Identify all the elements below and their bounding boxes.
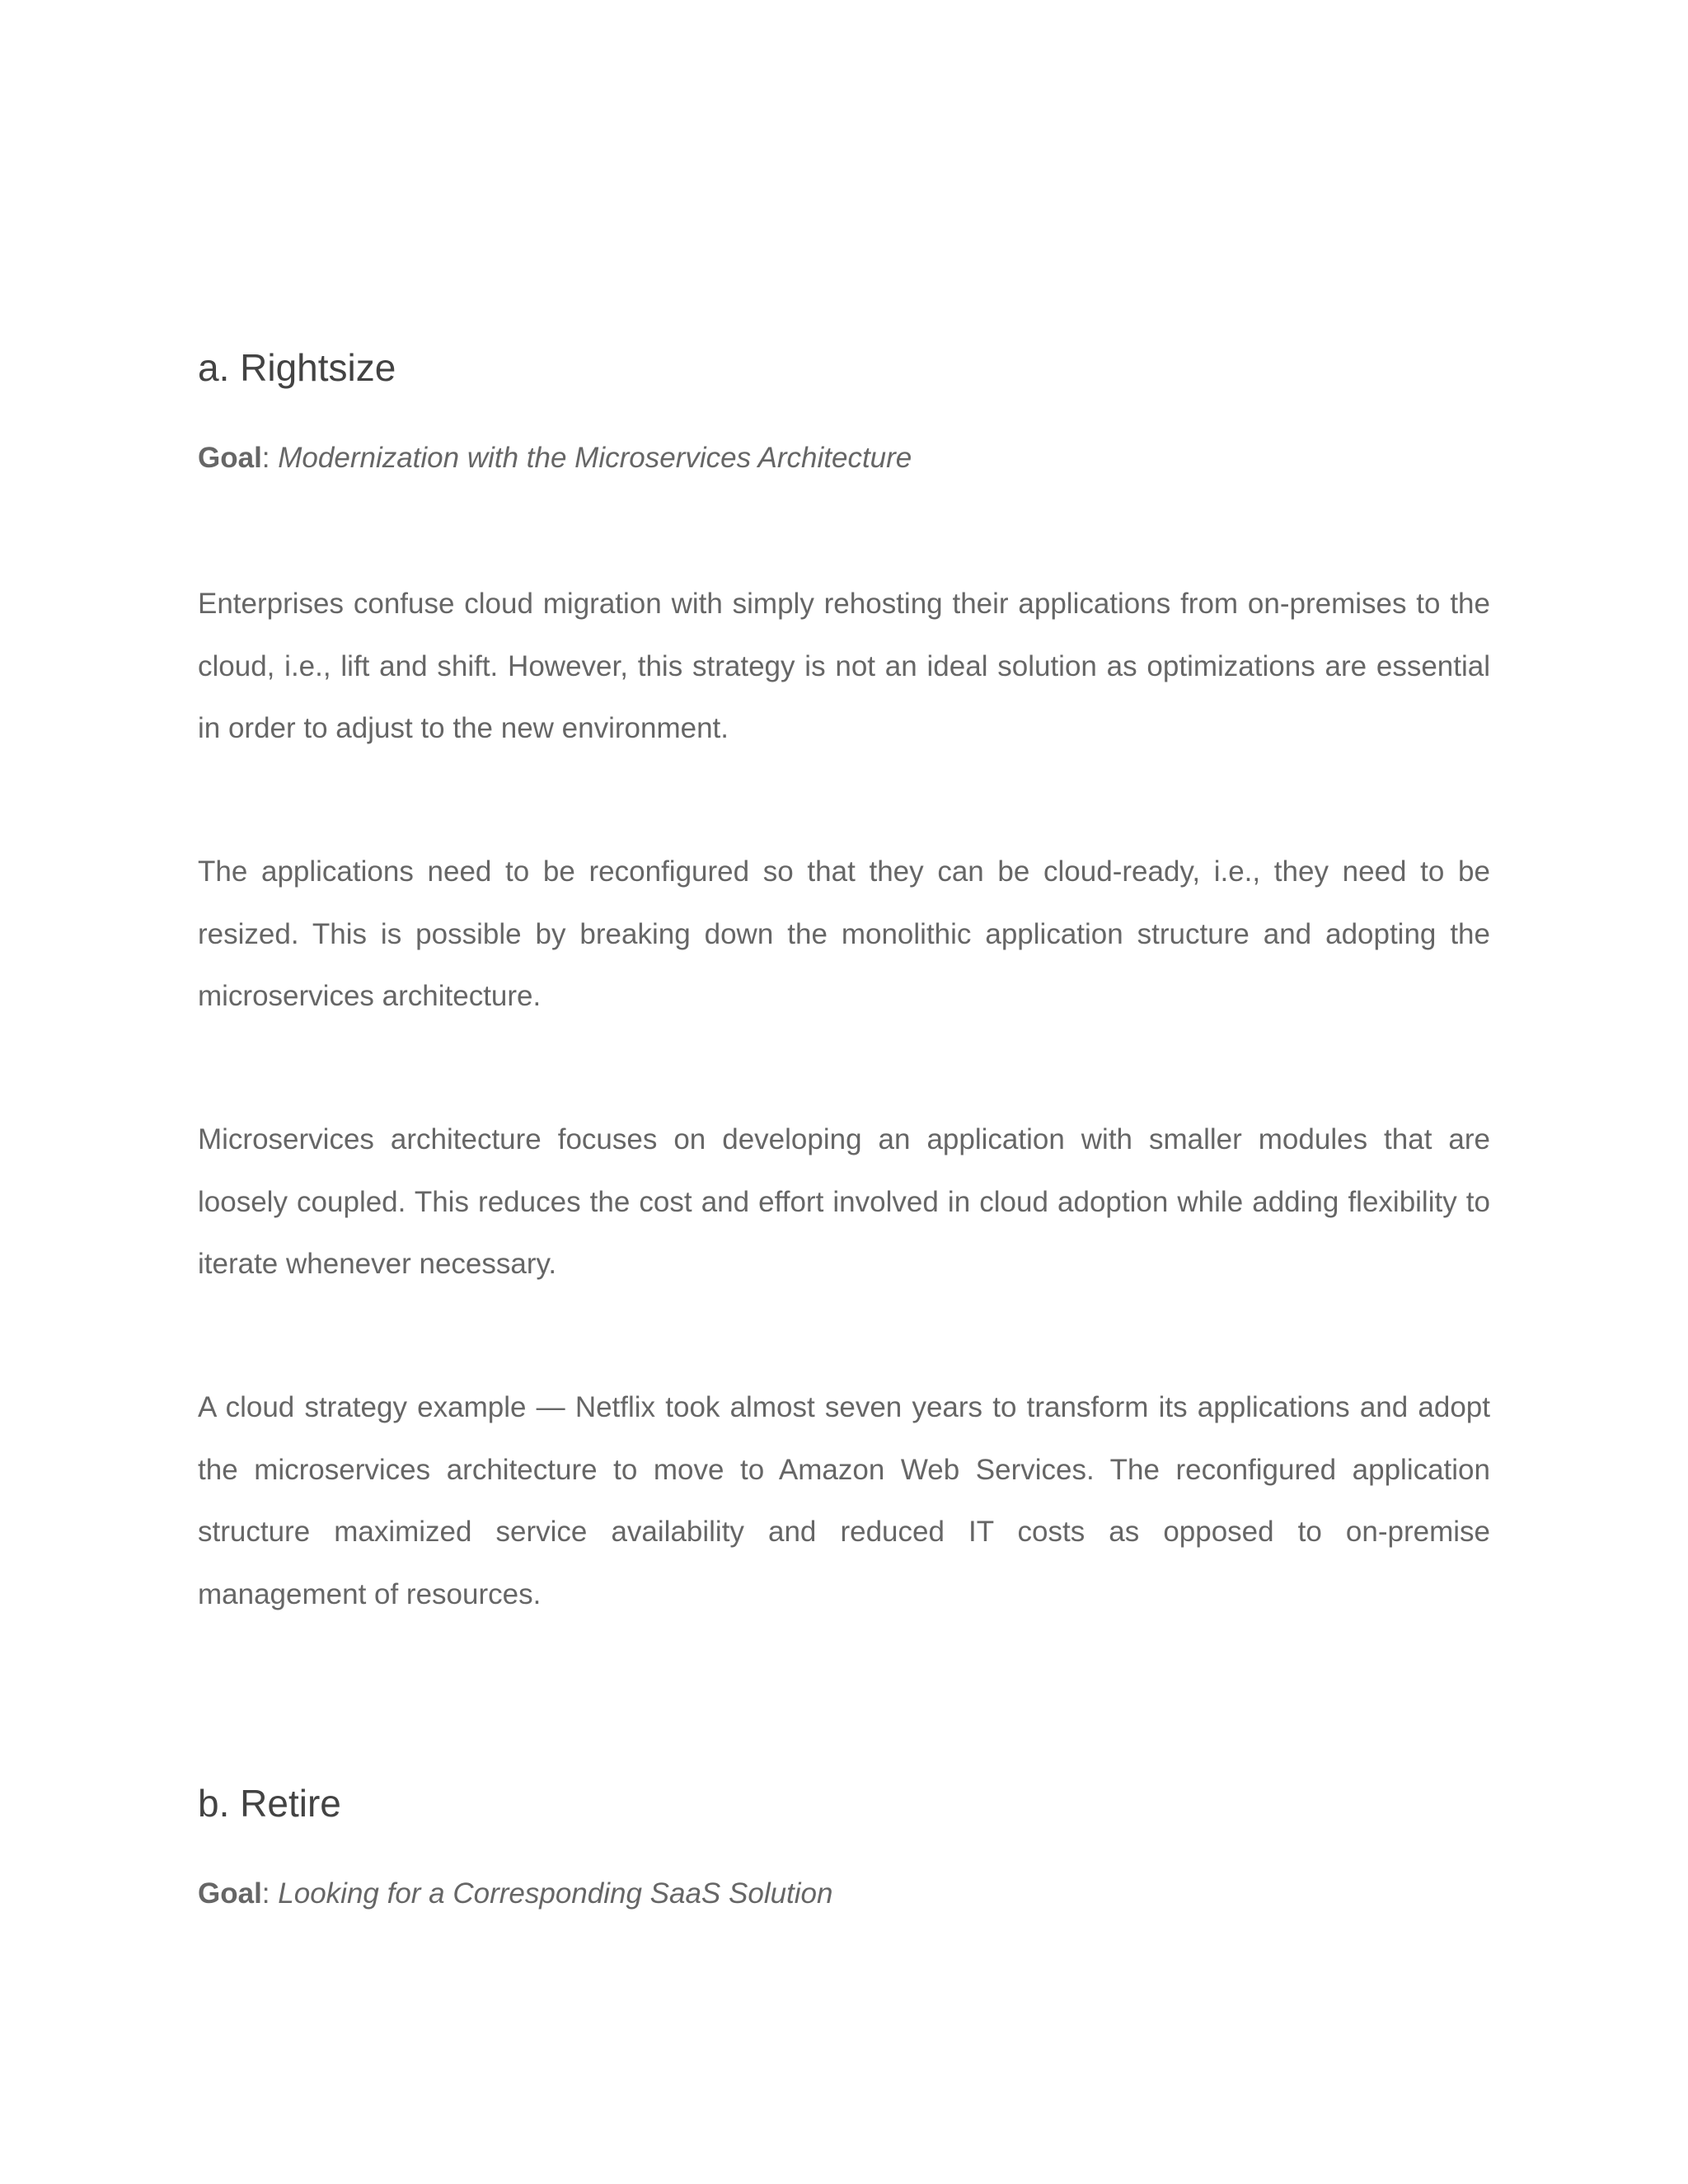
goal-line-retire xyxy=(198,1875,833,1913)
section-heading-retire: b. Retire xyxy=(198,1782,341,1825)
paragraph-4: A cloud strategy example — Netflix took almost seven years to transform its applications and adopt the microservices architecture to move to Amazon Web Services. The reconfigured application structure maximized service availability and reduced IT costs as opposed to on-premise management of resources. xyxy=(198,1391,1490,1610)
goal-label: Goal xyxy=(198,442,262,474)
goal-label: Goal xyxy=(198,1877,262,1910)
goal-separator: : xyxy=(261,442,270,474)
goal-separator: : xyxy=(261,1877,270,1910)
paragraph-2: The applications need to be reconfigured so that they can be cloud-ready, i.e., they need to be resized. This is possible by breaking down the monolithic application structure and adopting the microservices architecture. xyxy=(198,855,1490,1012)
paragraph-1: Enterprises confuse cloud migration with simply rehosting their applications from on-premises to the cloud, i.e., lift and shift. However, this strategy is not an ideal solution as optimizations are essential in order to adjust to the new environment. xyxy=(198,588,1490,744)
goal-line-rightsize xyxy=(198,439,912,477)
goal-text: Modernization with the Microservices Architecture xyxy=(278,442,912,474)
paragraph-3: Microservices architecture focuses on developing an application with smaller modules that are loosely coupled. This reduces the cost and effort involved in cloud adoption while adding flexibility to iterate whenever necessary. xyxy=(198,1123,1490,1280)
section-heading-rightsize: a. Rightsize xyxy=(198,346,396,389)
goal-text: Looking for a Corresponding SaaS Solution xyxy=(278,1877,833,1910)
